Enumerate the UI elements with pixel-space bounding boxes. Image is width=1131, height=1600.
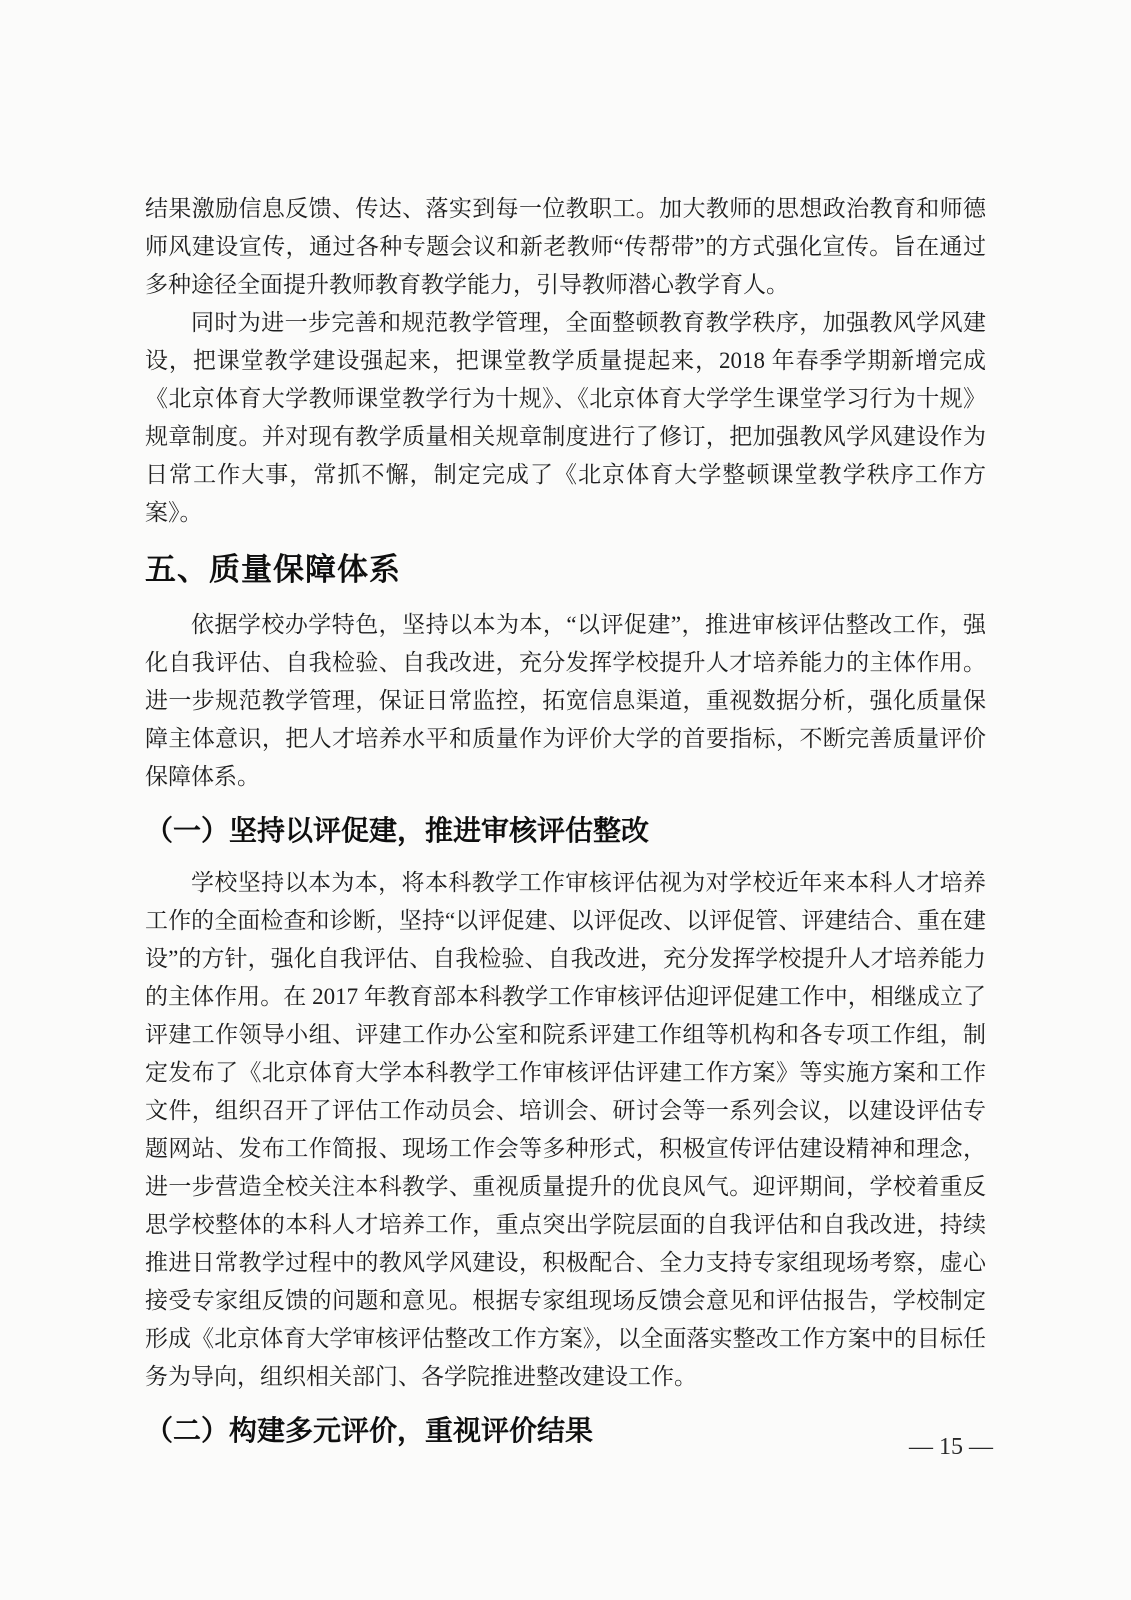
body-paragraph-3: 依据学校办学特色，坚持以本为本，“以评促建”，推进审核评估整改工作，强化自我评估、自我检验、自我改进，充分发挥学校提升人才培养能力的主体作用。进一步规范教学管理，保证日常监控，拓宽信息渠道，重视数据分析，强化质量保障主体意识，把人才培养水平和质量作为评价大学的首要指标，不断完善质量评价保障体系。: [145, 612, 986, 789]
body-paragraph-4: 学校坚持以本为本，将本科教学工作审核评估视为对学校近年来本科人才培养工作的全面检查和诊断，坚持“以评促建、以评促改、以评促管、评建结合、重在建设”的方针，强化自我评估、自我检验、自我改进，充分发挥学校提升人才培养能力的主体作用。在 2017 年教育部本科教学工作审核评估迎评促建工作中，相继成立了评建工作领导小组、评建工作办公室和院系评建工作组等机构和各专项工作组，制定发布了《北京体育大学本科教学工作审核评估评建工作方案》等实施方案和工作文件，组织召开了评估工作动员会、培训会、研讨会等一系列会议，以建设评估专题网站、发布工作简报、现场工作会等多种形式，积极宣传评估建设精神和理念，进一步营造全校关注本科教学、重视质量提升的优良风气。迎评期间，学校着重反思学校整体的本科人才培养工作，重点突出学院层面的自我评估和自我改进，持续推进日常教学过程中的教风学风建设，积极配合、全力支持专家组现场考察，虚心接受专家组反馈的问题和意见。根据专家组现场反馈会意见和评估报告，学校制定形成《北京体育大学审核评估整改工作方案》，以全面落实整改工作方案中的目标任务为导向，组织相关部门、各学院推进整改建设工作。: [145, 870, 986, 1389]
subsection-heading-1: （一）坚持以评促建，推进审核评估整改: [145, 815, 650, 846]
subsection-heading-2: （二）构建多元评价，重视评价结果: [145, 1415, 594, 1446]
document-content: [145, 190, 986, 1464]
section-heading-quality-assurance: 五、质量保障体系: [145, 552, 401, 587]
body-paragraph-2: 同时为进一步完善和规范教学管理，全面整顿教育教学秩序，加强教风学风建设，把课堂教学建设强起来，把课堂教学质量提起来，2018 年春季学期新增完成《北京体育大学教师课堂教学行为十规》、《北京体育大学学生课堂学习行为十规》规章制度。并对现有教学质量相关规章制度进行了修订，把加强教风学风建设作为日常工作大事，常抓不懈，制定完成了《北京体育大学整顿课堂教学秩序工作方案》。: [145, 310, 986, 525]
body-paragraph-1: 结果激励信息反馈、传达、落实到每一位教职工。加大教师的思想政治教育和师德师风建设宣传，通过各种专题会议和新老教师“传帮带”的方式强化宣传。旨在通过多种途径全面提升教师教育教学能力，引导教师潜心教学育人。: [145, 196, 986, 297]
page-number: — 15 —: [909, 1434, 993, 1460]
